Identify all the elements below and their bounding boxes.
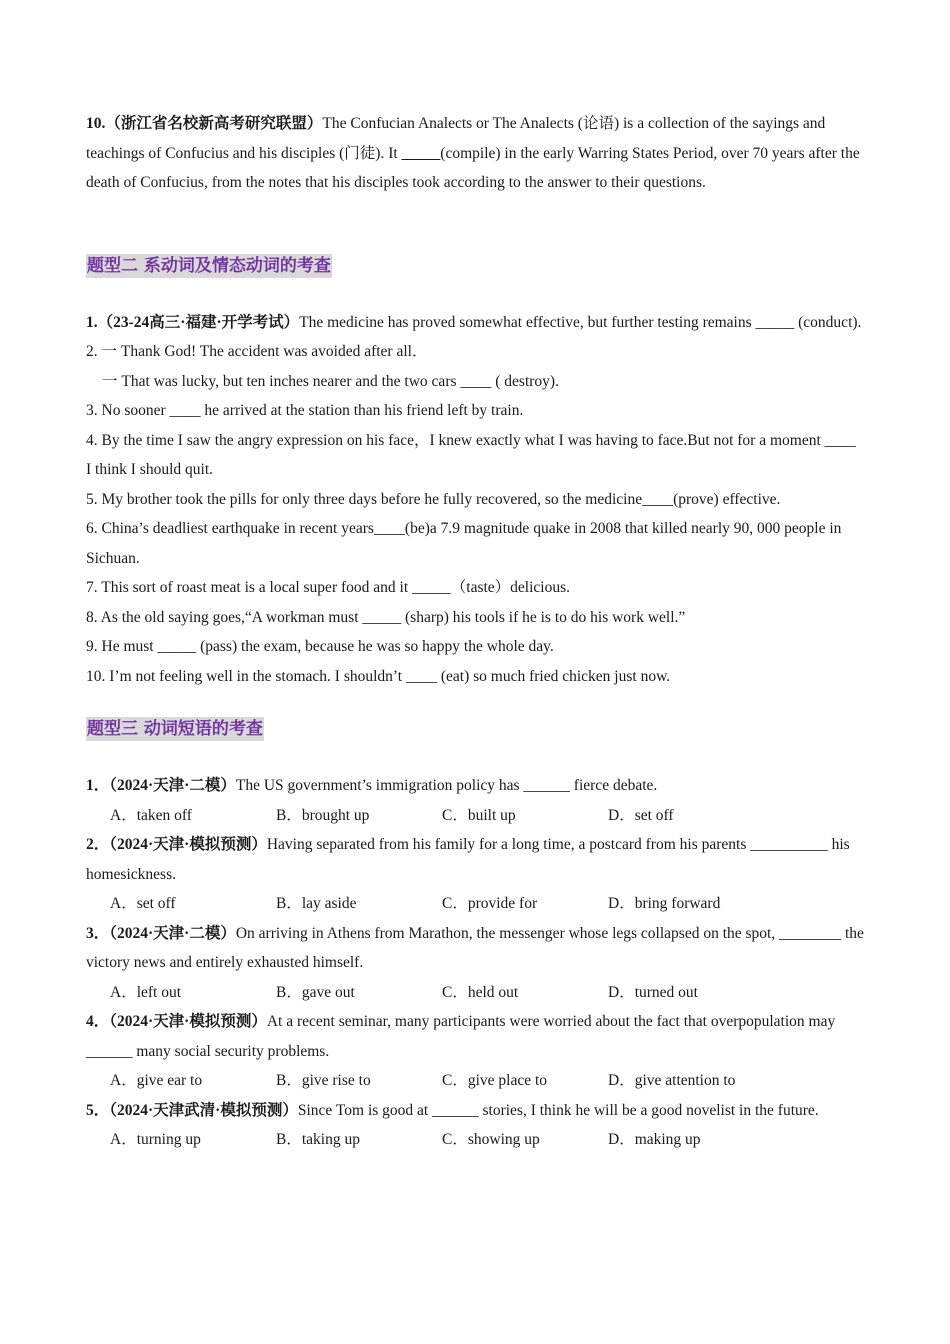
option-d: D．turned out [608, 983, 698, 1001]
option-c: C．held out [442, 983, 519, 1001]
question-source: （2024·天津·二模） [109, 777, 236, 794]
question-text: The Confucian Analects or The Analects (论语) is a collection of the sayings and teachings of Confucius and his disciples (门徒). It [86, 115, 826, 162]
question-number: 5． [86, 1101, 110, 1119]
option-b: B．gave out [276, 983, 355, 1001]
question-number: 1. [86, 313, 98, 331]
section-title-2: 题型二 系动词及情态动词的考查 [87, 255, 331, 276]
document-page [86, 109, 866, 1155]
option-c: C．provide for [442, 895, 538, 912]
question-source: （2024·天津·二模） [109, 924, 236, 942]
section2-question-3: 3. No sooner ____ he arrived at the station than his friend left by train. [86, 402, 524, 419]
section-title-3: 题型三 动词短语的考查 [87, 719, 263, 739]
option-d: D．give attention to [608, 1072, 736, 1089]
question-number: 10. [86, 115, 106, 132]
option-c: C．give place to [442, 1072, 548, 1089]
option-b: B．give rise to [276, 1072, 371, 1089]
answer-blank: _____ [401, 144, 441, 162]
option-c: C．built up [442, 806, 516, 824]
question-source: （2024·天津·模拟预测） [109, 836, 267, 853]
question-text-cont: (compile) in the early Warring States Period, over 70 years after the death of Confucius, from the notes that his disciples took according to the answer to their questions. [86, 144, 860, 191]
question-source: （浙江省名校新高考研究联盟） [105, 115, 323, 132]
section2-question-5: 5. My brother took the pills for only three days before he fully recovered, so the medicine____(prove) effective. [86, 490, 781, 508]
question-source: （2024·天津·模拟预测） [109, 1013, 267, 1030]
section2-question-6: 6. China’s deadliest earthquake in recent years____(be)a 7.9 magnitude quake in 2008 that killed nearly 90, 000 people in Sichuan. [86, 520, 846, 567]
section2-question-7: 7. This sort of roast meat is a local super food and it _____（taste）delicious. [86, 579, 570, 596]
question-source: （2024·天津武清·模拟预测） [109, 1101, 298, 1119]
option-b: B．brought up [276, 806, 370, 824]
question-text: Since Tom is good at ______ stories, I think he will be a good novelist in the future. [297, 1101, 819, 1119]
option-a: A．left out [110, 983, 182, 1001]
question-text: At a recent seminar, many participants were worried about the fact that overpopulation may ______ many social security problems. [86, 1013, 836, 1060]
question-text: The medicine has proved somewhat effective, but further testing remains _____ (conduct). [299, 313, 862, 331]
question-source: （23-24高三·福建·开学考试） [97, 313, 300, 331]
option-a: A．turning up [110, 1131, 201, 1148]
option-d: D．making up [608, 1131, 701, 1148]
section3-question-2 [86, 830, 866, 919]
option-d: D．set off [608, 806, 674, 824]
option-a: A．taken off [110, 806, 192, 824]
question-text: On arriving in Athens from Marathon, the messenger whose legs collapsed on the spot, ________ the victory news and entirely exhausted himself. [86, 924, 864, 971]
question-number: 2． [86, 836, 110, 853]
question-text: Having separated from his family for a long time, a postcard from his parents __________ his homesickness. [86, 836, 850, 883]
option-a: A．set off [110, 895, 176, 912]
section2-question-8: 8. As the old saying goes,“A workman must _____ (sharp) his tools if he is to do his work well.” [86, 608, 686, 626]
question-text: The US government’s immigration policy has ______ fierce debate. [235, 777, 658, 794]
question-number: 1． [86, 777, 110, 794]
option-d: D．bring forward [608, 895, 721, 912]
section2-question-1 [86, 308, 866, 338]
question-10-prev [86, 109, 866, 198]
option-a: A．give ear to [110, 1072, 203, 1089]
section2-question-2b: 一 That was lucky, but ten inches nearer and the two cars ____ ( destroy). [102, 372, 559, 390]
section3-question-4 [86, 1007, 866, 1096]
section2-question-4: 4. By the time I saw the angry expression on his face，I knew exactly what I was having to face.But not for a moment ____ I think I should quit. [86, 431, 864, 478]
options-row [86, 978, 866, 1008]
question-number: 3． [86, 924, 110, 942]
section2-question-10: 10. I’m not feeling well in the stomach. I shouldn’t ____ (eat) so much fried chicken just now. [86, 667, 671, 685]
option-b: B．lay aside [276, 895, 357, 912]
options-row [86, 1066, 866, 1096]
section3-question-5 [86, 1096, 866, 1155]
section2-question-9: 9. He must _____ (pass) the exam, because he was so happy the whole day. [86, 638, 554, 655]
section3-question-1 [86, 771, 866, 830]
question-number: 4． [86, 1013, 110, 1030]
options-row [86, 1125, 866, 1155]
options-row [86, 889, 866, 919]
section2-question-2a: 2. 一 Thank God! The accident was avoided after all． [86, 343, 428, 360]
option-c: C．showing up [442, 1131, 540, 1148]
section3-question-3 [86, 919, 866, 1008]
options-row [86, 801, 866, 831]
option-b: B．taking up [276, 1131, 360, 1148]
